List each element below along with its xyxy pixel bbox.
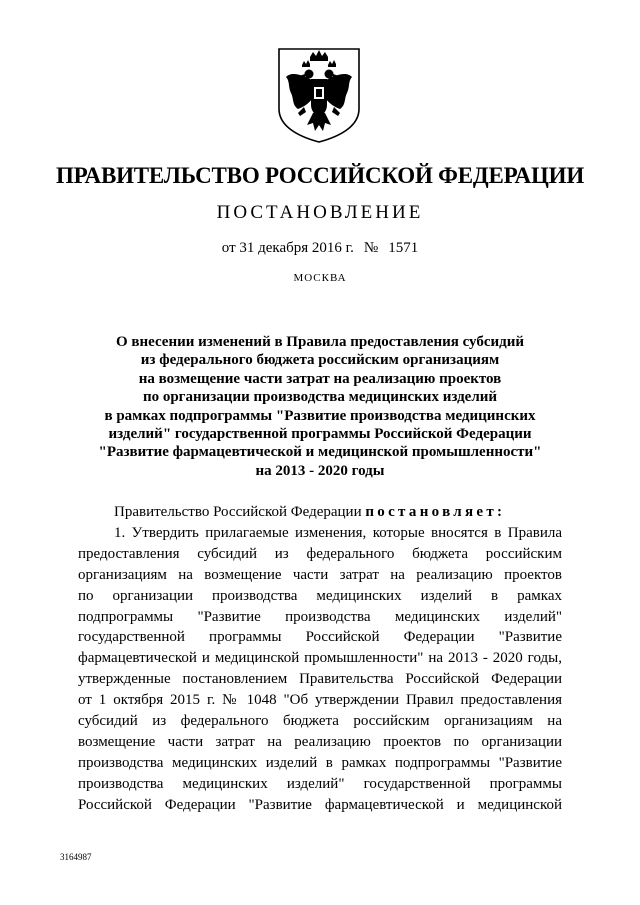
body-line: Российской Федерации "Развитие фармацевтической и медицинской bbox=[78, 796, 562, 813]
body-line: возмещение части затрат на реализацию проектов по организации bbox=[78, 733, 562, 750]
document-date-number bbox=[0, 240, 640, 257]
body-line: фармацевтической и медицинской промышленности" на 2013 - 2020 годы, bbox=[78, 650, 562, 667]
body-line: по организации производства медицинских изделий в рамках bbox=[78, 587, 562, 604]
intro-emphasis: постановляет: bbox=[365, 504, 506, 520]
subject-line: изделий" государственной программы Российской Федерации bbox=[108, 426, 532, 443]
document-subject bbox=[80, 333, 560, 480]
body-line: утвержденные постановлением Правительства Российской Федерации bbox=[78, 671, 562, 688]
body-line: предоставления субсидий из федерального бюджета российским bbox=[78, 545, 562, 562]
government-title: ПРАВИТЕЛЬСТВО РОССИЙСКОЙ ФЕДЕРАЦИИ bbox=[55, 163, 585, 188]
document-body bbox=[78, 502, 562, 816]
document-number: 1571 bbox=[388, 240, 419, 256]
city: МОСКВА bbox=[293, 272, 347, 284]
subject-line: на возмещение части затрат на реализацию проектов bbox=[138, 370, 502, 387]
subject-line: по организации производства медицинских изделий bbox=[142, 389, 498, 406]
body-line: производства медицинских изделий в рамках подпрограммы "Развитие bbox=[78, 754, 562, 771]
russian-coat-of-arms-icon bbox=[276, 47, 362, 143]
intro-text: Правительство Российской Федерации bbox=[114, 504, 366, 520]
body-line: производства медицинских изделий" государственной программы bbox=[78, 775, 562, 792]
subject-line: О внесении изменений в Правила предоставления субсидий bbox=[115, 334, 525, 350]
body-line: от 1 октября 2015 г. № 1048 "Об утверждении Правил предоставления bbox=[78, 692, 562, 709]
document-type: ПОСТАНОВЛЕНИЕ bbox=[216, 202, 424, 223]
document-code: 3164987 bbox=[60, 852, 92, 862]
subject-line: "Развитие фармацевтической и медицинской промышленности" bbox=[98, 444, 542, 461]
number-sign: № bbox=[363, 240, 379, 256]
subject-line: на 2013 - 2020 годы bbox=[255, 462, 385, 479]
body-line: организациям на возмещение части затрат на реализацию проектов bbox=[78, 566, 562, 583]
document-date: от 31 декабря 2016 г. bbox=[221, 240, 354, 256]
body-line: субсидий из федерального бюджета российским организациям на bbox=[78, 713, 562, 730]
body-line: подпрограммы "Развитие производства медицинских изделий" bbox=[78, 608, 562, 625]
subject-line: из федерального бюджета российским организациям bbox=[140, 352, 500, 369]
body-line: 1. Утвердить прилагаемые изменения, которые вносятся в Правила bbox=[114, 524, 562, 541]
intro-line bbox=[78, 502, 562, 523]
subject-line: в рамках подпрограммы "Развитие производства медицинских bbox=[104, 407, 536, 424]
body-line: государственной программы Российской Федерации "Развитие bbox=[78, 629, 562, 646]
